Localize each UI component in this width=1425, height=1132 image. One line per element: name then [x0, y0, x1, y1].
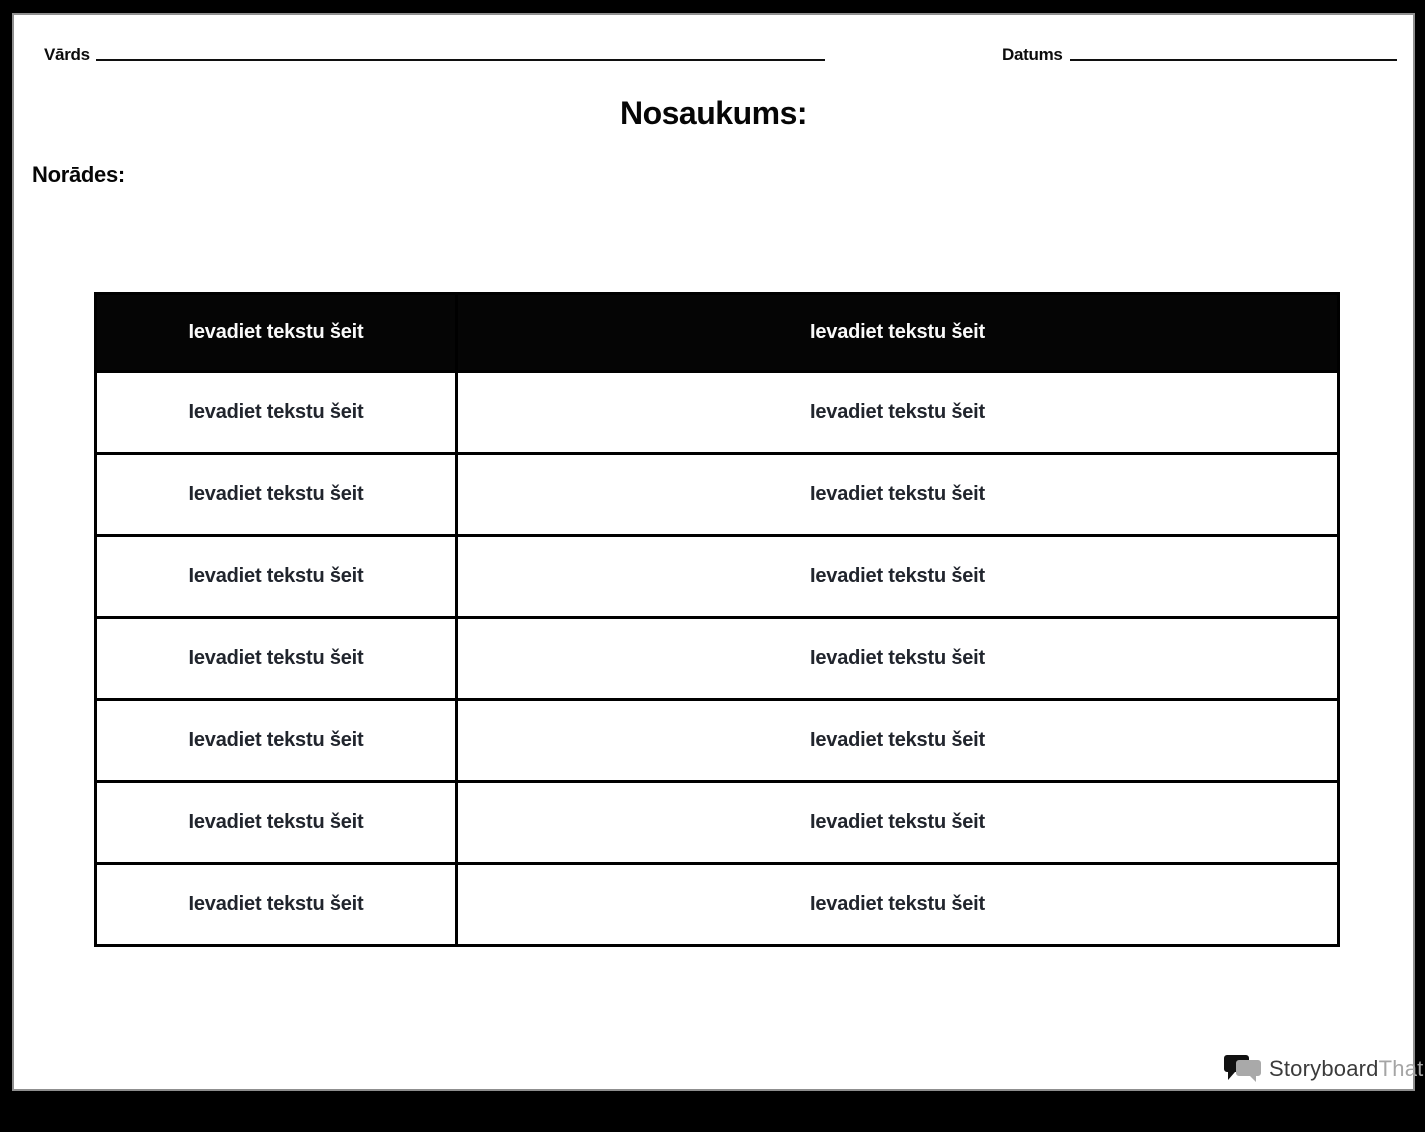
table-cell[interactable]: Ievadiet tekstu šeit [96, 618, 457, 700]
logo-text-primary: Storyboard [1269, 1056, 1379, 1081]
table-row [96, 536, 1339, 618]
table-row [96, 454, 1339, 536]
logo-text [1269, 1056, 1423, 1082]
table-cell[interactable]: Ievadiet tekstu šeit [457, 536, 1339, 618]
table-cell[interactable]: Ievadiet tekstu šeit [96, 864, 457, 946]
speech-bubbles-icon [1224, 1053, 1262, 1085]
table-cell[interactable]: Ievadiet tekstu šeit [96, 372, 457, 454]
table-row [96, 700, 1339, 782]
table-cell[interactable]: Ievadiet tekstu šeit [457, 372, 1339, 454]
table-cell[interactable]: Ievadiet tekstu šeit [457, 782, 1339, 864]
table-cell[interactable]: Ievadiet tekstu šeit [96, 700, 457, 782]
table-row [96, 372, 1339, 454]
table-cell[interactable]: Ievadiet tekstu šeit [457, 864, 1339, 946]
table-cell[interactable]: Ievadiet tekstu šeit [457, 618, 1339, 700]
table-cell[interactable]: Ievadiet tekstu šeit [96, 536, 457, 618]
table-cell[interactable]: Ievadiet tekstu šeit [457, 700, 1339, 782]
table-body [96, 372, 1339, 946]
logo-text-secondary: That [1378, 1056, 1424, 1081]
directions-label: Norādes: [32, 162, 125, 187]
table-header-row [96, 294, 1339, 372]
table-row [96, 864, 1339, 946]
worksheet-table [94, 292, 1340, 947]
table-cell[interactable]: Ievadiet tekstu šeit [96, 454, 457, 536]
table-row [96, 782, 1339, 864]
table-header-cell[interactable]: Ievadiet tekstu šeit [96, 294, 457, 372]
name-label: Vārds [44, 45, 90, 64]
table-cell[interactable]: Ievadiet tekstu šeit [457, 454, 1339, 536]
storyboardthat-logo [1224, 1053, 1423, 1085]
page-title: Nosaukums: [619, 95, 808, 131]
date-label: Datums [1002, 45, 1063, 64]
table-header-cell[interactable]: Ievadiet tekstu šeit [457, 294, 1339, 372]
name-fill-line[interactable] [96, 41, 825, 61]
worksheet-page [12, 13, 1424, 1091]
table-row [96, 618, 1339, 700]
table-cell[interactable]: Ievadiet tekstu šeit [96, 782, 457, 864]
date-fill-line[interactable] [1070, 41, 1397, 61]
